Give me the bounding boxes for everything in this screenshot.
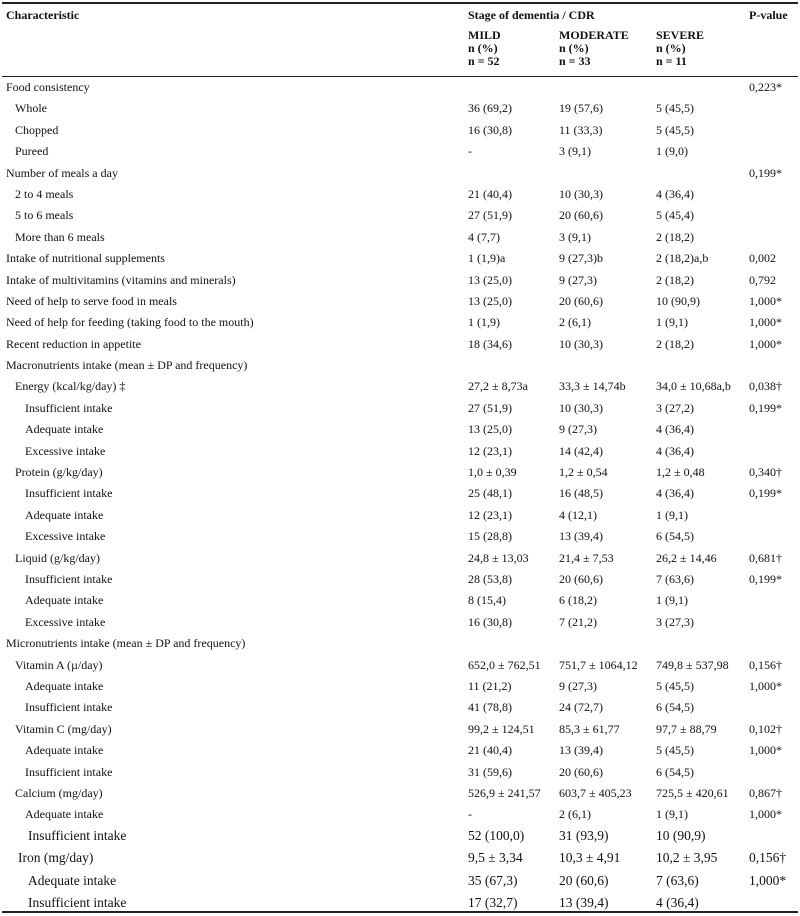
row-label: Energy (kcal/kg/day) ‡	[15, 379, 126, 394]
row-label: Need of help for feeding (taking food to the mouth)	[6, 315, 254, 330]
cell-moderate: 11 (33,3)	[559, 122, 603, 137]
cell-moderate: 3 (9,1)	[559, 144, 591, 159]
cell-severe: 2 (18,2)	[656, 336, 694, 351]
cell-mild: 28 (53,8)	[468, 571, 512, 586]
row-label: Insufficient intake	[28, 827, 127, 843]
header-group-severe	[656, 29, 704, 68]
cell-pvalue: 0,199*	[749, 165, 782, 180]
cell-mild: 21 (40,4)	[468, 743, 512, 758]
cell-moderate: 603,7 ± 405,23	[559, 785, 632, 800]
cell-severe: 1,2 ± 0,48	[656, 465, 705, 480]
cell-pvalue: 0,792	[749, 272, 776, 287]
row-label: Intake of multivitamins (vitamins and minerals)	[6, 272, 236, 287]
cell-moderate: 20 (60,6)	[559, 293, 603, 308]
cell-severe: 1 (9,1)	[656, 593, 688, 608]
cell-severe: 97,7 ± 88,79	[656, 721, 717, 736]
row-label: Need of help to serve food in meals	[6, 293, 177, 308]
table-row	[0, 355, 800, 376]
table-row	[0, 248, 800, 269]
cell-mild: 24,8 ± 13,03	[468, 550, 529, 565]
cell-pvalue: 0,199*	[749, 400, 782, 415]
row-label: Excessive intake	[25, 443, 106, 458]
cell-severe: 4 (36,4)	[656, 486, 694, 501]
cell-moderate: 1,2 ± 0,54	[559, 465, 608, 480]
cell-mild: 652,0 ± 762,51	[468, 657, 541, 672]
table-row	[0, 462, 800, 483]
cell-moderate: 10 (30,3)	[559, 186, 603, 201]
table-row	[0, 184, 800, 205]
table-row	[0, 205, 800, 226]
cell-moderate: 2 (6,1)	[559, 315, 591, 330]
header-group-moderate	[559, 29, 629, 68]
cell-severe: 1 (9,0)	[656, 144, 688, 159]
cell-mild: 4 (7,7)	[468, 229, 500, 244]
row-label: Liquid (g/kg/day)	[15, 550, 100, 565]
cell-pvalue: 1,000*	[749, 872, 787, 888]
cell-pvalue: 0,681†	[749, 550, 782, 565]
cell-severe: 6 (54,5)	[656, 764, 694, 779]
group-unit: n (%)	[559, 41, 589, 55]
cell-moderate: 9 (27,3)	[559, 678, 597, 693]
cell-pvalue: 0,199*	[749, 486, 782, 501]
table-row	[0, 548, 800, 569]
cell-moderate: 33,3 ± 14,74b	[559, 379, 626, 394]
cell-mild: 11 (21,2)	[468, 678, 512, 693]
table-row	[0, 871, 800, 894]
cell-severe: 5 (45,5)	[656, 678, 694, 693]
cell-moderate: 31 (93,9)	[559, 827, 609, 843]
cell-mild: -	[468, 144, 472, 159]
cell-mild: -	[468, 807, 472, 822]
group-n: n = 33	[559, 54, 591, 68]
cell-pvalue: 0,038†	[749, 379, 782, 394]
cell-moderate: 2 (6,1)	[559, 807, 591, 822]
cell-mild: 13 (25,0)	[468, 272, 512, 287]
row-label: Food consistency	[6, 80, 90, 94]
cell-severe: 2 (18,2)	[656, 272, 694, 287]
cell-moderate: 20 (60,6)	[559, 208, 603, 223]
group-unit: n (%)	[656, 41, 686, 55]
cell-pvalue: 1,000*	[749, 678, 782, 693]
cell-severe: 1 (9,1)	[656, 315, 688, 330]
cell-moderate: 16 (48,5)	[559, 486, 603, 501]
cell-pvalue: 0,156†	[749, 850, 787, 866]
table-row	[0, 270, 800, 291]
cell-mild: 27 (51,9)	[468, 208, 512, 223]
table-row	[0, 291, 800, 312]
cell-severe: 7 (63,6)	[656, 872, 699, 888]
header-stage: Stage of dementia / CDR	[468, 8, 595, 22]
cell-moderate: 9 (27,3)b	[559, 251, 603, 266]
cell-mild: 1,0 ± 0,39	[468, 465, 517, 480]
table-row	[0, 419, 800, 440]
cell-mild: 8 (15,4)	[468, 593, 506, 608]
cell-severe: 4 (36,4)	[656, 186, 694, 201]
row-label: Adequate intake	[25, 678, 104, 693]
cell-moderate: 10 (30,3)	[559, 336, 603, 351]
cell-pvalue: 0,340†	[749, 465, 782, 480]
table-row	[0, 612, 800, 633]
cell-severe: 10 (90,9)	[656, 293, 700, 308]
table-row	[0, 120, 800, 141]
row-label: Calcium (mg/day)	[15, 785, 103, 800]
cell-mild: 1 (1,9)a	[468, 251, 506, 266]
cell-severe: 3 (27,2)	[656, 400, 694, 415]
table-row	[0, 697, 800, 718]
cell-mild: 16 (30,8)	[468, 614, 512, 629]
cell-moderate: 20 (60,6)	[559, 571, 603, 586]
table-bottom-rule	[2, 911, 798, 913]
cell-mild: 9,5 ± 3,34	[468, 850, 523, 866]
cell-mild: 526,9 ± 241,57	[468, 785, 541, 800]
group-n: n = 52	[468, 54, 500, 68]
cell-moderate: 24 (72,7)	[559, 700, 603, 715]
row-label: Chopped	[15, 122, 59, 137]
cell-pvalue: 1,000*	[749, 807, 782, 822]
cell-severe: 2 (18,2)	[656, 229, 694, 244]
row-label: Whole	[15, 101, 47, 116]
cell-pvalue: 1,000*	[749, 315, 782, 330]
row-label: Iron (mg/day)	[18, 850, 94, 866]
cell-severe: 2 (18,2)a,b	[656, 251, 709, 266]
row-label: Insufficient intake	[25, 486, 113, 501]
cell-mild: 27,2 ± 8,73a	[468, 379, 528, 394]
table-row	[0, 312, 800, 333]
cell-moderate: 19 (57,6)	[559, 101, 603, 116]
table-row	[0, 526, 800, 547]
row-label: Pureed	[15, 144, 49, 159]
cell-mild: 99,2 ± 124,51	[468, 721, 535, 736]
cell-pvalue: 0,102†	[749, 721, 782, 736]
table-row	[0, 227, 800, 248]
table-row	[0, 590, 800, 611]
cell-mild: 31 (59,6)	[468, 764, 512, 779]
cell-mild: 12 (23,1)	[468, 507, 512, 522]
cell-mild: 13 (25,0)	[468, 293, 512, 308]
cell-severe: 1 (9,1)	[656, 507, 688, 522]
row-label: Excessive intake	[25, 529, 106, 544]
table-row	[0, 376, 800, 397]
cell-mild: 13 (25,0)	[468, 422, 512, 437]
table-row	[0, 398, 800, 419]
cell-pvalue: 1,000*	[749, 293, 782, 308]
cell-moderate: 3 (9,1)	[559, 229, 591, 244]
cell-moderate: 751,7 ± 1064,12	[559, 657, 638, 672]
cell-severe: 725,5 ± 420,61	[656, 785, 729, 800]
table-row	[0, 505, 800, 526]
cell-pvalue: 0,867†	[749, 785, 782, 800]
cell-moderate: 13 (39,4)	[559, 743, 603, 758]
cell-moderate: 6 (18,2)	[559, 593, 597, 608]
cell-mild: 15 (28,8)	[468, 529, 512, 544]
cell-pvalue: 1,000*	[749, 743, 782, 758]
table-row	[0, 483, 800, 504]
table-body	[0, 77, 800, 916]
table-row	[0, 719, 800, 740]
row-label: Insufficient intake	[25, 700, 113, 715]
cell-severe: 1 (9,1)	[656, 807, 688, 822]
cell-moderate: 10 (30,3)	[559, 400, 603, 415]
cell-mild: 17 (32,7)	[468, 895, 518, 911]
group-name: MODERATE	[559, 28, 629, 42]
cell-severe: 4 (36,4)	[656, 422, 694, 437]
table-row	[0, 783, 800, 804]
row-label: Adequate intake	[28, 872, 117, 888]
cell-severe: 749,8 ± 537,98	[656, 657, 729, 672]
cell-severe: 5 (45,4)	[656, 208, 694, 223]
cell-severe: 3 (27,3)	[656, 614, 694, 629]
row-label: Adequate intake	[25, 507, 104, 522]
table-row	[0, 163, 800, 184]
table-row	[0, 633, 800, 654]
cell-pvalue: 0,199*	[749, 571, 782, 586]
group-unit: n (%)	[468, 41, 498, 55]
table-row	[0, 740, 800, 761]
cell-moderate: 10,3 ± 4,91	[559, 850, 621, 866]
row-label: Vitamin A (µ/day)	[15, 657, 103, 672]
table-row	[0, 826, 800, 849]
table-row	[0, 98, 800, 119]
table-row	[0, 441, 800, 462]
cell-mild: 35 (67,3)	[468, 872, 518, 888]
cell-moderate: 14 (42,4)	[559, 443, 603, 458]
cell-moderate: 20 (60,6)	[559, 872, 609, 888]
cell-severe: 34,0 ± 10,68a,b	[656, 379, 731, 394]
cell-moderate: 9 (27,3)	[559, 272, 597, 287]
row-label: Vitamin C (mg/day)	[15, 721, 112, 736]
table-row	[0, 655, 800, 676]
row-label: Micronutrients intake (mean ± DP and frequency)	[6, 636, 246, 651]
row-label: Intake of nutritional supplements	[6, 251, 165, 266]
cell-moderate: 20 (60,6)	[559, 764, 603, 779]
header-group-mild	[468, 29, 501, 68]
cell-mild: 36 (69,2)	[468, 101, 512, 116]
cell-severe: 4 (36,4)	[656, 443, 694, 458]
row-label: Protein (g/kg/day)	[15, 465, 103, 480]
cell-moderate: 9 (27,3)	[559, 422, 597, 437]
table-row	[0, 848, 800, 871]
cell-severe: 6 (54,5)	[656, 700, 694, 715]
row-label: Adequate intake	[25, 807, 104, 822]
table-row	[0, 569, 800, 590]
cell-severe: 7 (63,6)	[656, 571, 694, 586]
row-label: More than 6 meals	[15, 229, 105, 244]
row-label: Insufficient intake	[28, 895, 127, 911]
cell-severe: 26,2 ± 14,46	[656, 550, 717, 565]
row-label: Adequate intake	[25, 593, 104, 608]
header-pvalue: P-value	[749, 8, 788, 22]
cell-severe: 5 (45,5)	[656, 101, 694, 116]
row-label: 5 to 6 meals	[15, 208, 74, 223]
table-row	[0, 762, 800, 783]
cell-moderate: 7 (21,2)	[559, 614, 597, 629]
row-label: Macronutrients intake (mean ± DP and frequency)	[6, 358, 248, 373]
table-top-rule	[2, 2, 798, 4]
cell-moderate: 4 (12,1)	[559, 507, 597, 522]
group-name: SEVERE	[656, 28, 705, 42]
table-row	[0, 141, 800, 162]
cell-severe: 5 (45,5)	[656, 122, 694, 137]
row-label: Insufficient intake	[25, 764, 113, 779]
cell-pvalue: 0,002	[749, 251, 776, 266]
cell-moderate: 13 (39,4)	[559, 895, 609, 911]
row-label: Adequate intake	[25, 743, 104, 758]
group-name: MILD	[468, 28, 501, 42]
cell-mild: 18 (34,6)	[468, 336, 512, 351]
cell-mild: 1 (1,9)	[468, 315, 500, 330]
cell-mild: 12 (23,1)	[468, 443, 512, 458]
row-label: Recent reduction in appetite	[6, 336, 141, 351]
cell-severe: 5 (45,5)	[656, 743, 694, 758]
cell-severe: 10,2 ± 3,95	[656, 850, 718, 866]
header-characteristic: Characteristic	[6, 8, 80, 22]
cell-severe: 4 (36,4)	[656, 895, 699, 911]
row-label: Excessive intake	[25, 614, 106, 629]
cell-mild: 21 (40,4)	[468, 186, 512, 201]
cell-mild: 41 (78,8)	[468, 700, 512, 715]
row-label: Number of meals a day	[6, 165, 118, 180]
cell-mild: 27 (51,9)	[468, 400, 512, 415]
cell-mild: 25 (48,1)	[468, 486, 512, 501]
cell-pvalue: 0,223*	[749, 80, 782, 94]
row-label: Adequate intake	[25, 422, 104, 437]
cell-severe: 10 (90,9)	[656, 827, 706, 843]
cell-pvalue: 1,000*	[749, 336, 782, 351]
cell-moderate: 13 (39,4)	[559, 529, 603, 544]
table-row	[0, 77, 800, 98]
cell-mild: 52 (100,0)	[468, 827, 525, 843]
table-row	[0, 676, 800, 697]
cell-moderate: 21,4 ± 7,53	[559, 550, 614, 565]
row-label: Insufficient intake	[25, 400, 113, 415]
group-n: n = 11	[656, 54, 687, 68]
cell-severe: 6 (54,5)	[656, 529, 694, 544]
cell-mild: 16 (30,8)	[468, 122, 512, 137]
table-row	[0, 804, 800, 825]
table-row	[0, 334, 800, 355]
cell-pvalue: 0,156†	[749, 657, 782, 672]
row-label: Insufficient intake	[25, 571, 113, 586]
row-label: 2 to 4 meals	[15, 186, 74, 201]
cell-moderate: 85,3 ± 61,77	[559, 721, 620, 736]
